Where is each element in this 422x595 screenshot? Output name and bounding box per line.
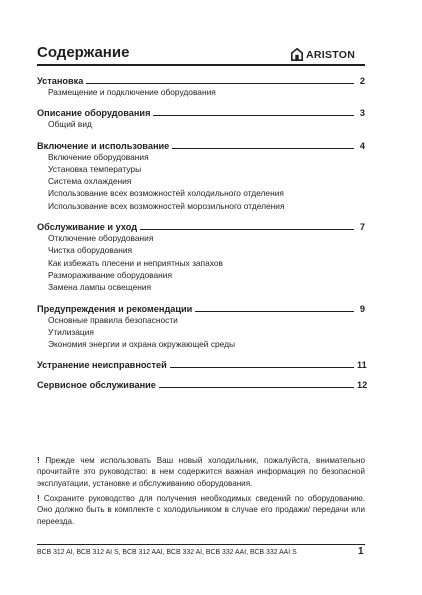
toc-section-title[interactable]: Устранение неисправностей (37, 360, 167, 371)
toc-section-title[interactable]: Обслуживание и уход (37, 222, 138, 233)
model-list: BCB 312 AI, BCB 312 AI S, BCB 312 AAI, BCB 332 AI, BCB 332 AAI, BCB 332 AAI S (37, 549, 297, 556)
toc-leader-line (153, 115, 354, 116)
toc-page-number: 12 (357, 380, 368, 391)
toc-section-title[interactable]: Предупреждения и рекомендации (37, 303, 193, 314)
toc-subitem[interactable]: Экономия энергии и охрана окружающей среды (48, 339, 236, 350)
toc-leader-line (140, 229, 354, 230)
toc-subitem[interactable]: Размораживание оборудования (48, 269, 173, 280)
toc-page-number: 7 (359, 222, 365, 233)
toc-subitem[interactable]: Включение оборудования (48, 151, 149, 162)
safety-note (37, 455, 365, 489)
keep-manual-note (37, 493, 365, 527)
toc-subitem[interactable]: Общий вид (48, 119, 92, 130)
toc-subitem[interactable]: Отключение оборудования (48, 233, 154, 244)
toc-page-number: 3 (359, 108, 365, 119)
footer-divider (37, 544, 365, 545)
toc-section (37, 357, 365, 370)
house-logo-icon (291, 48, 303, 61)
table-of-contents (37, 73, 368, 397)
page-number: 1 (358, 546, 364, 557)
toc-page-number: 9 (359, 303, 365, 314)
toc-section (37, 105, 365, 130)
brand-logo (291, 48, 355, 61)
toc-section-title[interactable]: Установка (37, 76, 84, 86)
toc-leader-line (172, 148, 354, 149)
toc-subitem[interactable]: Утилизация (48, 326, 94, 337)
toc-subitem[interactable]: Система охлаждения (48, 176, 132, 187)
toc-section (37, 219, 365, 293)
toc-subitem[interactable]: Установка температуры (48, 163, 142, 174)
warning-mark: ! (37, 494, 40, 503)
toc-section-title[interactable]: Описание оборудования (37, 108, 151, 119)
toc-subitem[interactable]: Размещение и подключение оборудования (48, 87, 216, 97)
toc-section (37, 138, 365, 212)
header-divider (37, 64, 365, 66)
toc-subitem[interactable]: Как избежать плесени и неприятных запахов (48, 257, 223, 268)
toc-subitem[interactable]: Основные правила безопасности (48, 314, 178, 325)
toc-subitem[interactable]: Замена лампы освещения (48, 282, 152, 293)
toc-subitem[interactable]: Использование всех возможностей морозильного отделения (48, 200, 285, 211)
toc-page-number: 2 (359, 76, 365, 86)
toc-section (37, 301, 365, 351)
brand-name: ARISTON (306, 48, 356, 61)
toc-section (37, 73, 365, 98)
toc-page-number: 11 (357, 360, 367, 371)
toc-page-number: 4 (359, 140, 365, 151)
toc-leader-line (159, 387, 354, 388)
toc-section (37, 377, 368, 391)
toc-leader-line (170, 367, 354, 368)
warning-mark: ! (37, 456, 40, 465)
toc-leader-line (195, 311, 354, 312)
page-title: Содержание (37, 44, 130, 61)
keep-manual-note-text: Сохраните руководство для получения необходимых сведений по оборудованию. Оно должно быть в комплекте с холодильником в случае его продажи/ передачи или переезда. (37, 494, 365, 526)
toc-leader-line (86, 83, 354, 84)
toc-subitem[interactable]: Использование всех возможностей холодильного отделения (48, 188, 284, 199)
safety-note-text: Прежде чем использовать Ваш новый холодильник, пожалуйста, внимательно прочитайте это руководство: в нем содержится важная информация по безопасной эксплуатации, установке и обслуживанию оборудования. (37, 456, 365, 488)
toc-subitem[interactable]: Чистка оборудования (48, 245, 133, 256)
toc-section-title[interactable]: Включение и использование (37, 140, 170, 151)
toc-section-title[interactable]: Сервисное обслуживание (37, 380, 156, 391)
